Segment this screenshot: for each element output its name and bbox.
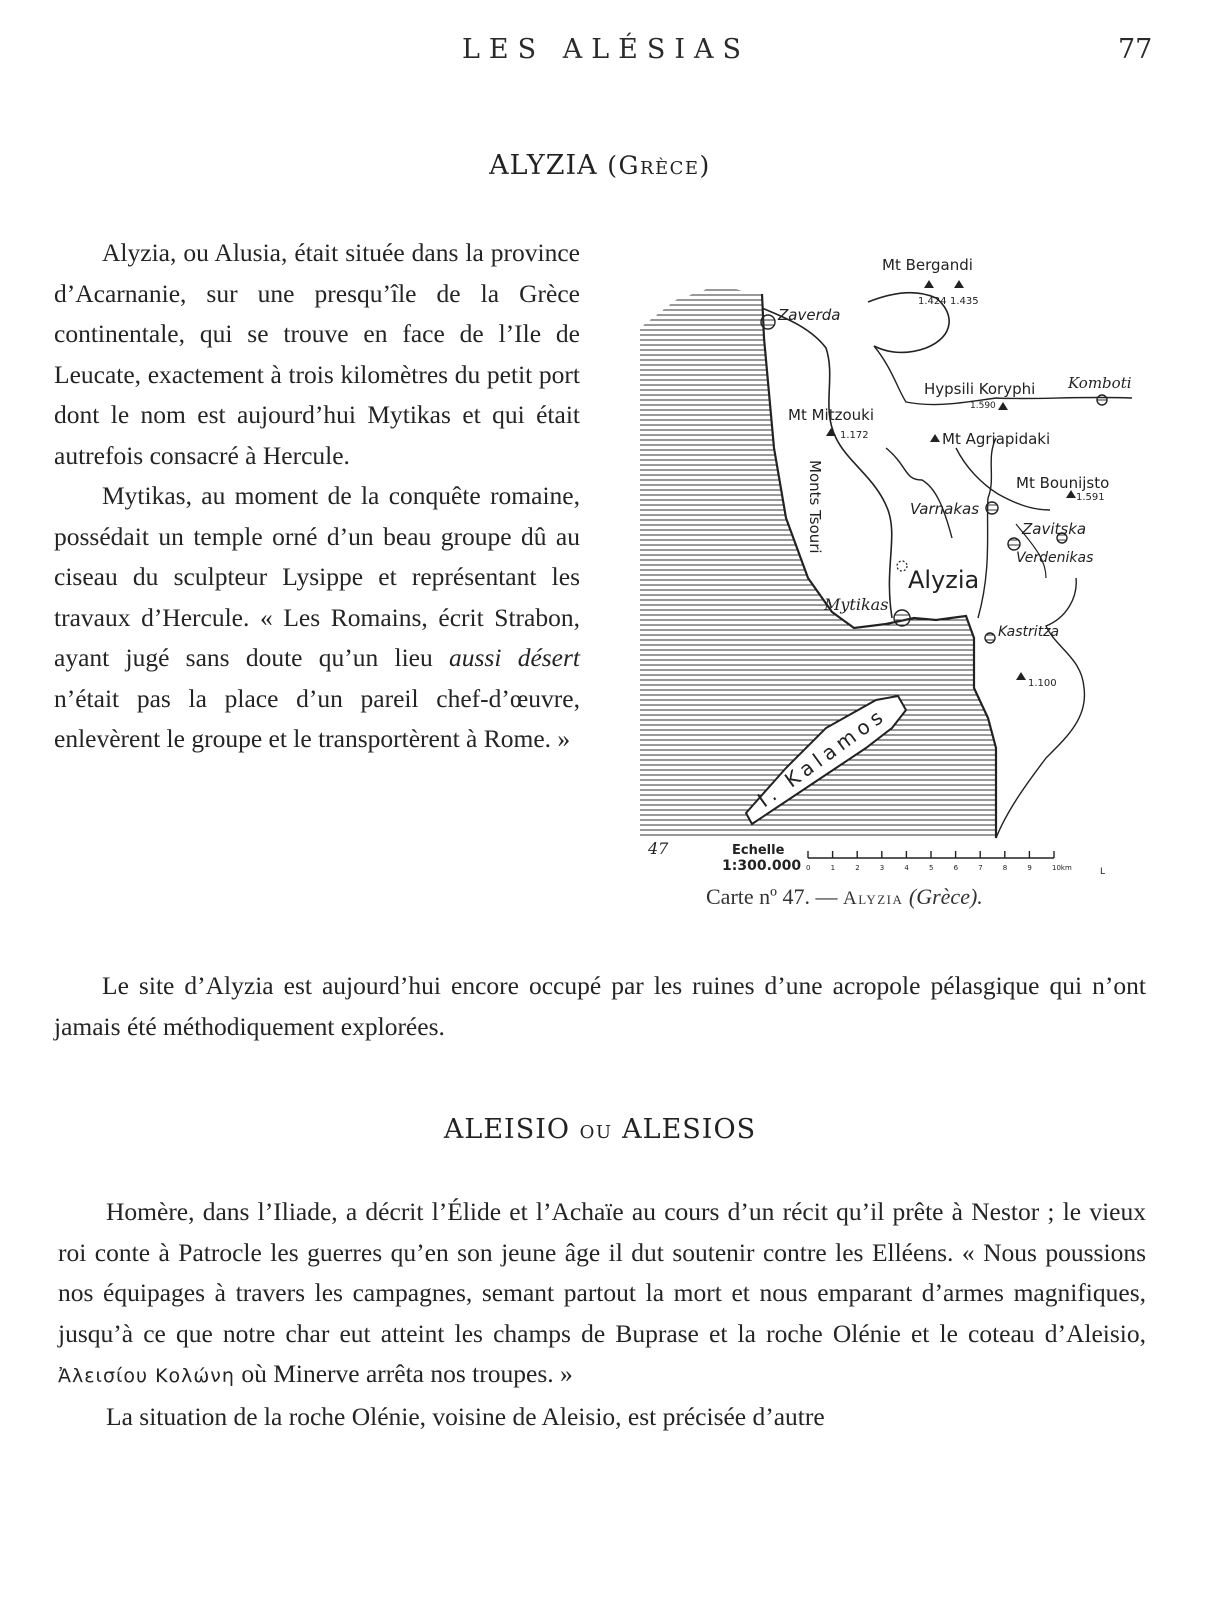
label-hypsili-alt: 1.590 bbox=[970, 401, 996, 411]
road-east bbox=[978, 438, 996, 618]
paragraph-site: Le site d’Alyzia est aujourd’hui encore occupé par les ruines d’une acropole pélasgique qui n’ont jamais été méthodiquement explorées. bbox=[54, 971, 1146, 1041]
caption-prefix: Carte nº 47. — bbox=[706, 884, 838, 909]
scale-bar bbox=[806, 851, 1072, 872]
label-agriapidaki: Mt Agriapidaki bbox=[942, 430, 1051, 448]
running-head bbox=[0, 34, 1231, 74]
section-title-aleisio bbox=[0, 1114, 1200, 1145]
paragraph-alyzia-location: Alyzia, ou Alusia, était située dans la province d’Acarnanie, sur une presqu’île de la Grèce continentale, qui se trouve en face de l’Ile de Leucate, exactement à trois kilomètres du petit port dont le nom est aujourd’hui Mytikas et qui était autrefois consacré à Hercule. bbox=[54, 238, 580, 470]
peak-bergandi-2 bbox=[954, 280, 964, 288]
label-kastritza: Kastritza bbox=[998, 624, 1060, 640]
label-scale: 1:300.000 bbox=[722, 858, 802, 874]
scale-tick-label: 1 bbox=[830, 864, 836, 872]
scale-tick-label: 5 bbox=[929, 864, 934, 872]
map-caption bbox=[706, 884, 1106, 910]
map-alyzia bbox=[636, 248, 1132, 888]
section-title-aleisio-b: ALESIOS bbox=[622, 1114, 757, 1145]
peak-mitzouki bbox=[826, 428, 836, 436]
scale-tick-label: 2 bbox=[855, 864, 860, 872]
scale-tick-label: 6 bbox=[953, 864, 959, 872]
page-number: 77 bbox=[1118, 34, 1153, 65]
paragraph-homere-part1: Homère, dans l’Iliade, a décrit l’Élide et l’Achaïe au cours d’un récit qu’il prête à Nestor ; le vieux roi conte à Patrocle les guerres qu’en son jeune âge il dut soutenir contre les Elléens. « Nous poussions nos équipages à travers les campagnes, semant partout la mort et nous emparant d’armes magnifiques, jusqu’à ce que notre char eut atteint les champs de Buprase et la roche Olénie et le coteau d’Aleisio, bbox=[58, 1197, 1146, 1348]
section-title-main: ALYZIA bbox=[489, 150, 598, 181]
label-monts-tsouri: Monts Tsouri bbox=[806, 460, 824, 554]
label-bounijsto: Mt Bounijsto bbox=[1016, 474, 1110, 492]
marker-kastritza bbox=[985, 633, 995, 643]
label-mitzouki: Mt Mitzouki bbox=[788, 406, 874, 424]
marker-mytikas bbox=[894, 610, 910, 626]
label-verdenikas: Verdenikas bbox=[1016, 550, 1094, 566]
paragraph-mytikas-part2: n’était pas la place d’un pareil chef-d’œuvre, enlevèrent le groupe et le transportèrent à Rome. » bbox=[54, 683, 580, 753]
emphasis-aussi-desert: aussi désert bbox=[449, 643, 581, 672]
paragraph-olenie: La situation de la roche Olénie, voisine de Aleisio, est précisée d’autre bbox=[106, 1401, 825, 1431]
scale-tick-label: 3 bbox=[879, 864, 885, 872]
label-bergandi-alt2: 1.435 bbox=[950, 296, 979, 307]
label-mitzouki-alt: 1.172 bbox=[840, 430, 869, 441]
label-corner-letter: L bbox=[1100, 867, 1106, 877]
label-hypsili: Hypsili Koryphi bbox=[924, 380, 1036, 398]
road-mitzouki bbox=[886, 448, 952, 538]
label-zaverda: Zaverda bbox=[778, 306, 841, 324]
label-echelle: Echelle bbox=[732, 843, 785, 858]
scale-tick-label: 10km bbox=[1052, 864, 1072, 872]
running-title: LES ALÉSIAS bbox=[462, 34, 751, 65]
section-title-aleisio-a: ALEISIO bbox=[443, 1114, 571, 1145]
marker-alyzia bbox=[897, 561, 907, 571]
peak-1100 bbox=[1016, 672, 1026, 680]
marker-zaverda bbox=[761, 315, 775, 329]
aleisio-text bbox=[58, 1192, 1146, 1437]
section-title-ou: ou bbox=[579, 1115, 613, 1144]
paragraph-homere-part2: où Minerve arrêta nos troupes. » bbox=[241, 1359, 573, 1388]
marker-varnakas bbox=[986, 502, 998, 514]
peak-bergandi-1 bbox=[924, 280, 934, 288]
peak-agriapidaki bbox=[930, 434, 940, 442]
label-komboti: Komboti bbox=[1068, 374, 1132, 392]
map-svg bbox=[636, 248, 1132, 888]
label-kalamos: I. Kalamos bbox=[752, 702, 892, 813]
label-mytikas: Mytikas bbox=[824, 595, 889, 614]
section-title-alyzia bbox=[0, 150, 1200, 181]
label-alt-1100: 1.100 bbox=[1028, 678, 1057, 689]
road-kastritza bbox=[996, 578, 1084, 838]
paragraph-mytikas bbox=[54, 476, 580, 760]
paragraph-homere bbox=[58, 1192, 1146, 1397]
label-alyzia: Alyzia bbox=[908, 566, 980, 594]
label-bergandi-alt1: 1.424 bbox=[918, 296, 947, 307]
greek-quote: Ἀλεισίου Κολώνη bbox=[58, 1365, 235, 1387]
label-bergandi: Mt Bergandi bbox=[882, 256, 973, 274]
marker-zavitska bbox=[1008, 538, 1020, 550]
scale-tick-label: 7 bbox=[978, 864, 983, 872]
alyzia-site-paragraph bbox=[54, 966, 1146, 1047]
label-varnakas: Varnakas bbox=[910, 500, 980, 518]
scale-tick-label: 9 bbox=[1027, 864, 1032, 872]
scale-tick-label: 0 bbox=[806, 864, 811, 872]
label-bounijsto-alt: 1.591 bbox=[1076, 492, 1105, 503]
scale-tick-label: 8 bbox=[1002, 864, 1008, 872]
caption-name: Alyzia bbox=[842, 888, 904, 909]
paragraph-mytikas-part1: Mytikas, au moment de la conquête romaine, possédait un temple orné d’un beau groupe dû au ciseau du sculpteur Lysippe et représentant les travaux d’Hercule. « Les Romains, écrit Strabon, ayant jugé sans doute qu’un lieu bbox=[54, 481, 580, 672]
section-title-suffix: (Grèce) bbox=[607, 151, 711, 180]
label-map-number: 47 bbox=[648, 839, 669, 858]
alyzia-left-column bbox=[54, 233, 580, 760]
peak-hypsili bbox=[998, 402, 1008, 410]
caption-country: (Grèce). bbox=[908, 884, 983, 909]
label-zavitska: Zavitska bbox=[1022, 520, 1087, 538]
scale-tick-label: 4 bbox=[904, 864, 909, 872]
marker-komboti bbox=[1097, 395, 1107, 405]
